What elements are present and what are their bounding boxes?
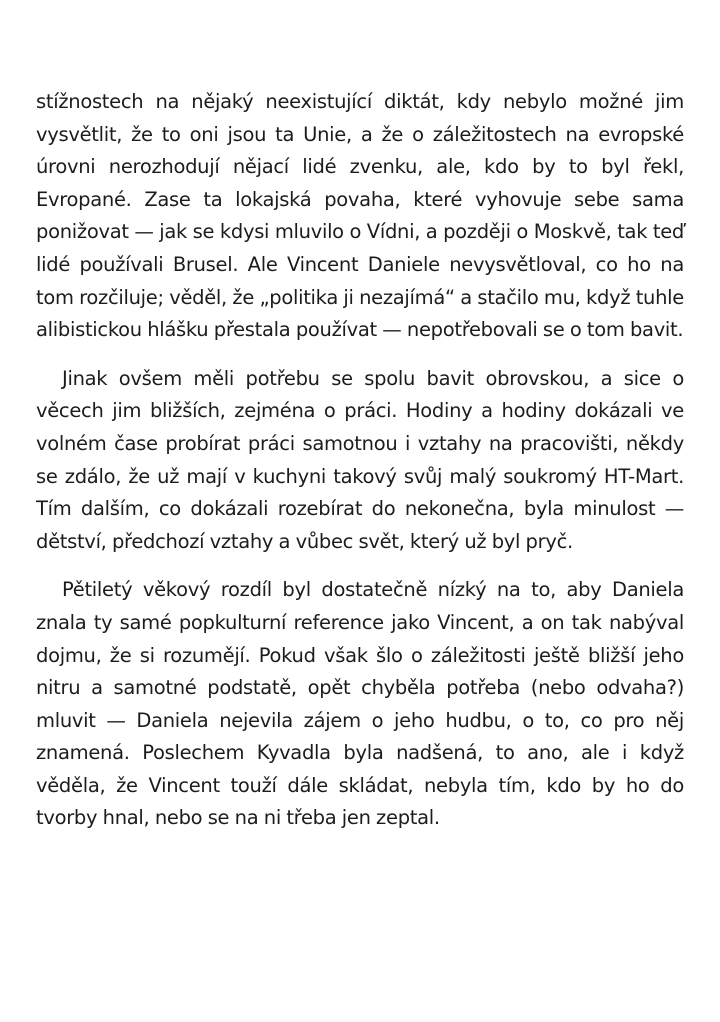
paragraph-1: stížnostech na nějaký neexistující diktát, kdy nebylo možné jim vysvětlit, že to oni jsou ta Unie, a že o záležitostech na evropské úrovni nerozhodují nějací lidé zvenku, ale, kdo by to byl řekl, Evropané. Zase ta lokajská povaha, které vyhovuje sebe sama ponižovat — jak se kdysi mluvilo o Vídni, a později o Moskvě, tak teď lidé používali Brusel. Ale Vincent Daniele nevysvětloval, co ho na tom rozčiluje; věděl, že „politika ji nezajímá“ a stačilo mu, když tuhle alibistickou hlášku přestala používat — nepotřebovali se o tom bavit.	[36, 90, 684, 342]
document-page	[36, 86, 684, 851]
paragraph-2: Jinak ovšem měli potřebu se spolu bavit obrovskou, a sice o věcech jim bližších, zejména o práci. Hodiny a hodiny dokázali ve volném čase probírat práci samotnou i vztahy na pracovišti, někdy se zdálo, že už mají v kuchyni takový svůj malý soukromý HT-Mart. Tím dalším, co dokázali rozebírat do nekonečna, byla minulost — dětství, předchozí vztahy a vůbec svět, který už byl pryč.	[36, 366, 684, 553]
paragraph-3: Pětiletý věkový rozdíl byl dostatečně nízký na to, aby Daniela znala ty samé popkulturní reference jako Vincent, a on tak nabýval dojmu, že si rozumějí. Pokud však šlo o záležitosti ještě bližší jeho nitru a samotné podstatě, opět chyběla potřeba (nebo odvaha?) mluvit — Daniela nejevila zájem o jeho hudbu, o to, co pro něj znamená. Poslechem Kyvadla byla nadšená, to ano, ale i když věděla, že Vincent touží dále skládat, nebyla tím, kdo by ho do tvorby hnal, nebo se na ni třeba jen zeptal.	[36, 578, 684, 830]
